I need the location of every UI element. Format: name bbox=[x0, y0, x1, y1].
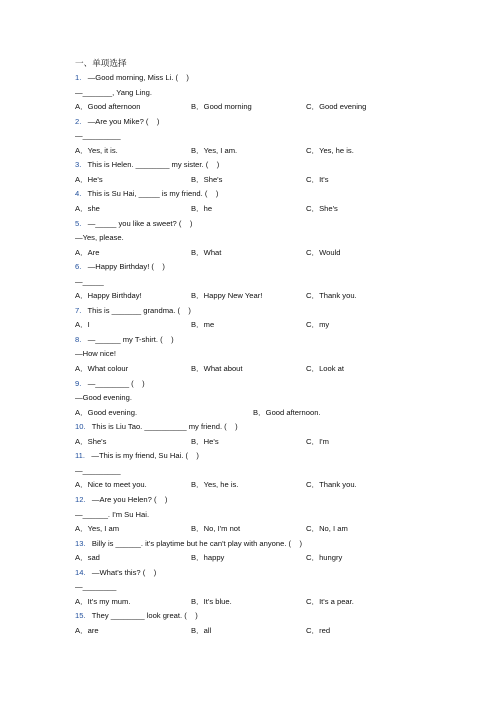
question-stem bbox=[75, 568, 156, 578]
option-a[interactable]: A．I bbox=[75, 320, 90, 330]
question-text: —Happy Birthday! ( ) bbox=[87, 262, 165, 272]
option-c[interactable]: C．Thank you. bbox=[306, 291, 357, 301]
option-b[interactable]: B．Good afternoon. bbox=[253, 407, 321, 417]
question-text: —Are you Helen? ( ) bbox=[91, 494, 168, 504]
question-text: This is Liu Tao. __________ my friend. ( ) bbox=[91, 422, 238, 432]
option-b[interactable]: B．Yes, he is. bbox=[191, 480, 239, 490]
option-c[interactable]: C．She's bbox=[306, 203, 338, 213]
option-a[interactable]: A．Good evening. bbox=[75, 407, 138, 417]
question-response-line: —Yes, please. bbox=[75, 233, 124, 243]
option-b[interactable]: B．happy bbox=[191, 553, 225, 563]
option-c[interactable]: C．Would bbox=[306, 247, 341, 257]
option-a[interactable]: A．It's my mum. bbox=[75, 596, 131, 606]
question-stem bbox=[75, 160, 219, 170]
question-text: —This is my friend, Su Hai. ( ) bbox=[91, 451, 199, 461]
question-number: 13. bbox=[75, 538, 86, 548]
option-a[interactable]: A．Yes, I am bbox=[75, 524, 120, 534]
option-a[interactable]: A．He's bbox=[75, 174, 103, 184]
question-number: 1. bbox=[75, 73, 82, 82]
question-text: —________ ( ) bbox=[87, 378, 145, 388]
question-stem bbox=[75, 495, 167, 505]
question-number: 14. bbox=[75, 567, 86, 577]
question-stem bbox=[75, 611, 198, 621]
option-a[interactable]: A．Happy Birthday! bbox=[75, 291, 142, 301]
option-c[interactable]: C．my bbox=[306, 320, 330, 330]
question-number: 2. bbox=[75, 116, 82, 126]
option-b[interactable]: B．all bbox=[191, 625, 212, 635]
option-c[interactable]: C．It's bbox=[306, 174, 329, 184]
question-number: 3. bbox=[75, 160, 82, 170]
question-number: 10. bbox=[75, 422, 86, 432]
option-b[interactable]: B．What bbox=[191, 247, 222, 257]
option-c[interactable]: C．Good evening bbox=[306, 102, 367, 112]
option-c[interactable]: C．It's a pear. bbox=[306, 596, 354, 606]
option-b[interactable]: B．No, I'm not bbox=[191, 524, 241, 534]
question-text: They ________ look great. ( ) bbox=[91, 611, 198, 621]
question-response-line: —_________ bbox=[75, 131, 121, 141]
question-response-line: —_________ bbox=[75, 465, 121, 475]
option-a[interactable]: A．What colour bbox=[75, 364, 129, 373]
option-a[interactable]: A．She's bbox=[75, 436, 107, 446]
option-a[interactable]: A．Yes, it is. bbox=[75, 145, 118, 155]
question-number: 9. bbox=[75, 378, 82, 388]
question-stem bbox=[75, 219, 192, 229]
question-number: 15. bbox=[75, 611, 86, 621]
question-stem bbox=[75, 189, 218, 199]
option-a[interactable]: A．Are bbox=[75, 247, 100, 257]
question-number: 6. bbox=[75, 262, 82, 272]
option-b[interactable]: B．me bbox=[191, 320, 215, 330]
option-c[interactable]: C．Yes, he is. bbox=[306, 145, 354, 155]
option-a[interactable]: A．Good afternoon bbox=[75, 102, 141, 112]
question-stem bbox=[75, 539, 302, 549]
option-b[interactable]: B．Yes, I am. bbox=[191, 145, 238, 155]
question-stem bbox=[75, 306, 191, 316]
option-a[interactable]: A．are bbox=[75, 625, 99, 635]
question-response-line: —_______, Yang Ling. bbox=[75, 87, 152, 97]
question-text: —Are you Mike? ( ) bbox=[87, 116, 160, 126]
option-b[interactable]: B．he bbox=[191, 203, 213, 213]
option-c[interactable]: C．red bbox=[306, 625, 331, 635]
question-stem bbox=[75, 451, 199, 461]
option-b[interactable]: B．It's blue. bbox=[191, 596, 232, 606]
question-response-line: —_____ bbox=[75, 276, 104, 286]
question-number: 7. bbox=[75, 305, 82, 315]
question-text: —_____ you like a sweet? ( ) bbox=[87, 218, 193, 228]
option-b[interactable]: B．He's bbox=[191, 436, 219, 446]
question-text: —Good morning, Miss Li. ( ) bbox=[87, 73, 189, 82]
question-number: 11. bbox=[75, 451, 85, 461]
option-a[interactable]: A．sad bbox=[75, 553, 100, 563]
question-stem bbox=[75, 335, 174, 345]
question-text: —What's this? ( ) bbox=[91, 567, 157, 577]
question-response-line: —________ bbox=[75, 582, 117, 592]
option-c[interactable]: C．I'm bbox=[306, 436, 329, 446]
question-response-line: —How nice! bbox=[75, 349, 116, 359]
question-text: Billy is ______. it's playtime but he can't play with anyone. ( ) bbox=[91, 538, 303, 548]
question-text: —______ my T-shirt. ( ) bbox=[87, 334, 174, 344]
section-heading: 一、单项选择 bbox=[75, 59, 127, 69]
option-b[interactable]: B．Good morning bbox=[191, 102, 252, 112]
question-response-line: —Good evening. bbox=[75, 393, 132, 403]
option-c[interactable]: C．hungry bbox=[306, 553, 343, 563]
option-c[interactable]: C．Look at bbox=[306, 364, 344, 373]
question-text: This is Su Hai, _____ is my friend. ( ) bbox=[87, 189, 219, 199]
question-number: 8. bbox=[75, 334, 82, 344]
option-c[interactable]: C．No, I am bbox=[306, 524, 348, 534]
question-stem bbox=[75, 262, 165, 272]
question-text: This is _______ grandma. ( ) bbox=[87, 305, 191, 315]
question-text: This is Helen. ________ my sister. ( ) bbox=[87, 160, 220, 170]
question-stem bbox=[75, 379, 145, 389]
question-stem bbox=[75, 117, 159, 127]
question-number: 4. bbox=[75, 189, 82, 199]
question-response-line: —______. I'm Su Hai. bbox=[75, 509, 150, 519]
question-number: 12. bbox=[75, 494, 86, 504]
question-number: 5. bbox=[75, 218, 82, 228]
option-a[interactable]: A．Nice to meet you. bbox=[75, 480, 147, 490]
option-b[interactable]: B．Happy New Year! bbox=[191, 291, 263, 301]
option-b[interactable]: B．What about bbox=[191, 364, 243, 373]
option-b[interactable]: B．She's bbox=[191, 174, 223, 184]
option-c[interactable]: C．Thank you. bbox=[306, 480, 357, 490]
question-stem bbox=[75, 73, 189, 83]
option-a[interactable]: A．she bbox=[75, 203, 100, 213]
question-stem bbox=[75, 422, 238, 432]
